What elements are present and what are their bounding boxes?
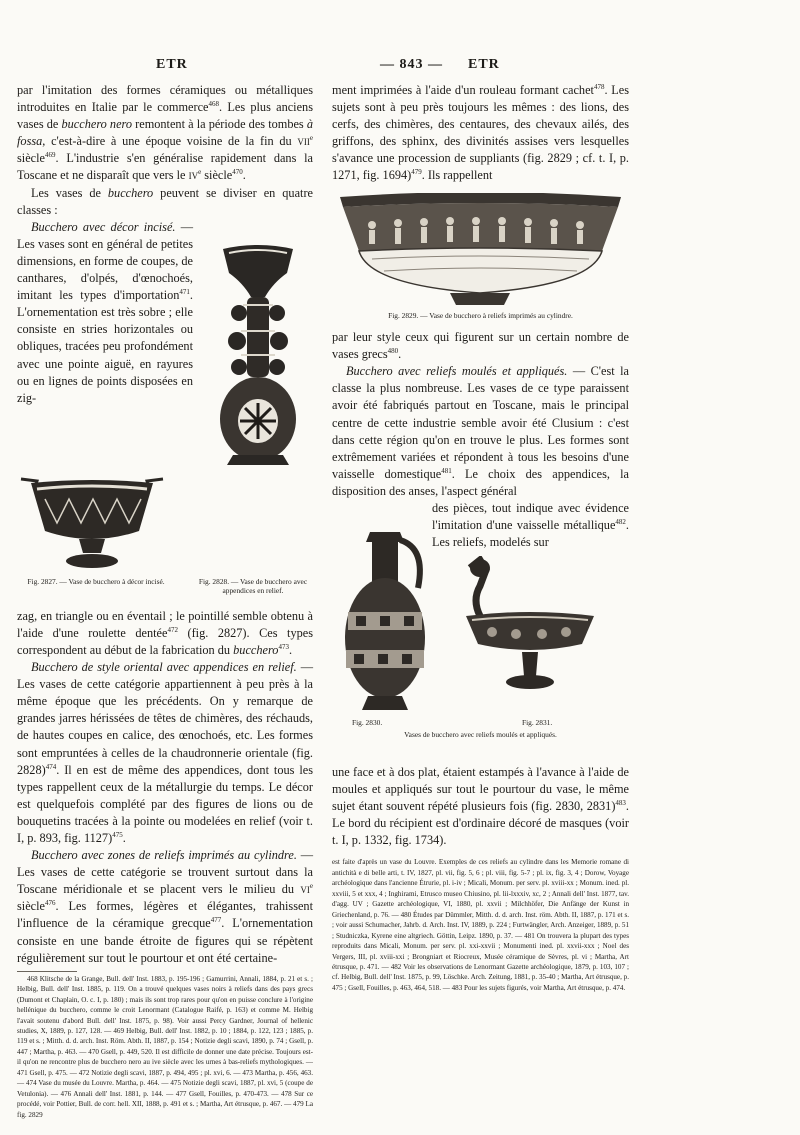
left-footnotes: 468 Klitsche de la Grange, Bull. dell' Inst. 1883, p. 195-196 ; Gamurrini, Annali, 1884, p. 21 et s. ; Helbig, Bull. dell' Inst. 1885, p. 119. On a trouvé quelques vases noirs à reliefs dans des pays grecs (Dumont et Chaplain, O. c. I, p. 180) ; mais ils sont trop rares pour qu'on en puisse conclure à l'origine hellénique du bucchero, comme le croit Lenormant (Catalogue Raifé, p. 163) et comme M. Helbig l'avait soutenu d'abord Bull. dell' Inst. 1875, p. 98). Voir aussi Percy Gardner, Journal of hellenic studies, X, 1889, p. 127, 128. — 469 Helbig, Bull. dell' Inst. 1882, p. 10 ; 1884, p. 122, 123 ; 1885, p. 119 et s. ; Mitth. d. d. arch. Inst. Röm. Abth. II, 1887, p. 154 ; Notizie degli scavi, 1890, p. 74 ; Gsell, p. 447 ; Martha, p. 463. — 470 Gsell, p. 449, 520. Il est difficile de donner une date précise. Toujours est-il qu'on ne rencontre plus de bucchero nero au ive siècle avec les urnes à bas-reliefs mythologiques. — 471 Gsell, p. 475. — 472 Notizie degli scavi, 1887, p. 494, 495 ; pl. xvi, 6. — 473 Martha, p. 456, 463. — 474 Vase du musée du Louvre. Martha, p. 464. — 475 Notizie degli scavi, 1887, pl. xvi, 5 (coupe de Vetulonia). — 476 Annali dell' Inst. 1881, p. 144. — 477 Gsell, Fouilles, p. 470-473. — 478 Sur ce procédé, voir Pottier, Bull. de corr. hell. XII, 1888, p. 491 et s. ; Martha, Art étrusque, p. 467. — 479 La fig. 2829 [17,974,313,1119]
running-head-left: ETR [156,57,188,72]
figures-2830-2831 [332,500,629,754]
right-paragraph-4: une face et à dos plat, étaient estampés à l'avance à l'aide de moules et appliqués sur tout le pourtour du vase, le même sujet étant souvent répété plusieurs fois (fig. 2830, 2831)$^{483}$. Le bord du récipient est d'ordinaire décoré de masques (voir t. I, p. 1332, fig. 1734). [332,765,629,848]
caption-2827: Fig. 2827. — Vase de bucchero à décor incisé. [27,576,165,586]
running-head-right: ETR [468,57,500,72]
vase-2831-illustration [450,556,600,706]
figure-2828 [203,243,313,467]
figure-2827 [17,473,167,573]
right-paragraph-3b: des pièces, tout indique avec évidence l'imitation d'une vaisselle métallique$^{482}$. Les reliefs, modelés sur [432,501,629,550]
caption-2830: Fig. 2830. [352,718,383,727]
right-footnotes: est faite d'après un vase du Louvre. Exemples de ces reliefs au cylindre dans les Memorie romane di antichità e di belle arti, t. IV, 1827, pl. vii, fig. 5, 6 ; pl. viii, fig. 5-7 ; pl. ix, fig. 3, 4 ; Dorow, Voyage archéologique dans l'ancienne Étrurie, pl. i-iv ; Micali, Monum. per serv. pl. xviii-xx ; Monum. ined. pl. xxviii, 5 et xxx, 4 ; Inghirami, Etrusco museo Chiusino, pl. lii-lxxxiv, xc, 2 ; Annali dell' Inst. 1877, tav. d'agg. UV ; Gazette archéologique, VI, 1880, pl. xxvii ; Milchhöfer, Die Anfänge der Kunst in Griechenland, p. 76. — 480 Études par Dümmler, Mitth. d. d. arch. Inst. röm. Abth. II, 1887, p. 171 et s. ; voir aussi Schumacher, Jahrb. d. Arch. Inst. IV, 1889, p. 224 ; Furtwängler, Arch. Anzeiger, 1889, p. 51 ; Studniczka, Kyrene eine altgriech. Göttin, Leipz. 1890, p. 37. — 481 On trouvera la plupart des types reproduits dans Micali, Monum. per serv. pl. xxi-xxvii ; Monumenti ined. pl. xxvii-xxx ; Noel des Vergers, III, pl. xviii-xxi ; Brongniart et Riocreux, Musée céramique de Sèvres, pl. vi ; Martha, Art étrusque, p. 471. — 482 Voir les observations de Lenormant Gazette archéologique, 1879, p. 103, 107 ; cf. Helbig, Bull. dell' Inst. 1875, p. 99, Löschke. Arch. Zeitung, 1881, p. 35-40 ; Martha, Art étrusque, p. 475 ; Gsell, Fouilles, p. 463, 464, 518. — 483 Pour les sujets figurés, voir Martha, Art étrusque, p. 474. [332,858,629,992]
page-number: — 843 — [380,57,443,72]
left-paragraph-6: Bucchero avec zones de reliefs imprimés au cylindre. — Les vases de cette catégorie se trouvent surtout dans la Toscane méridionale et se placent vers le milieu du $vi^e$ siècle$^{476}$. Les formes, légères et élégantes, trahissent l'influence de la céramique grecque$^{477}$. L'ornementation consiste en une bande étroite de figures qui se répètent régulièrement sur tout le pourtour et ont été certaine- [17,848,313,965]
vase-2830-illustration [340,528,430,714]
left-paragraph-4: zag, en triangle ou en éventail ; le pointillé semble obtenu à l'aide d'une roulette dentée$^{472}$ (fig. 2827). Ces types correspondent au début de la fabrication du bucchero$^{473}$. [17,608,314,657]
right-column [332,82,629,993]
caption-2830-2831: Vases de bucchero avec reliefs moulés et appliqués. [404,730,557,739]
left-paragraph-5: Bucchero de style oriental avec appendices en relief. — Les vases de cette catégorie appartiennent à peu près à la même époque que les précédents. On y remarque de grandes jarres hérissées de têtes de chimères, des réchauds, de hautes coupes en calice, des œnochoés, etc. Les formes sont empruntées à celles de la chaudronnerie orientale (fig. 2828)$^{474}$. Il en est de même des appendices, dont tous les types rappellent ceux de la métallurgie du temps. Le décor est quelquefois complété par des figures de lions ou de bouquetins tracées à la pointe ou modelées en relief (voir t. I, p. 893, fig. 1127)$^{475}$. [17,660,313,845]
vase-2829-illustration [332,193,629,315]
caption-2831: Fig. 2831. [522,718,553,727]
caption-2829: Fig. 2829. — Vase de bucchero à reliefs imprimés au cylindre. [388,310,573,320]
right-paragraph-1: ment imprimées à l'aide d'un rouleau formant cachet$^{478}$. Les sujets sont à peu près toujours les mêmes : des lions, des cerfs, des chimères, des centaures, des chevaux ailés, des griffons, des sphinx, des divinités assises vers lesquelles s'avance une procession de suppliants (fig. 2829 ; cf. t. I, p. 1271, fig. 1694)$^{479}$. Ils rappellent [332,82,629,183]
right-paragraph-3: Bucchero avec reliefs moulés et appliqués. — C'est la classe la plus nombreuse. Les vases de ce type paraissent avoir été fabriqués partout en Toscane, mais le principal centre de cette industrie semble avoir été Clusium : c'est dans cette région qu'on en trouve le plus. Les formes sont extrêmement variées et répondent à tous les besoins d'une vaisselle domestique$^{481}$. Le choix des appendices, la disposition des anses, l'aspect général [332,364,630,498]
vase-2828-illustration [203,243,313,467]
left-column [17,82,313,1120]
left-paragraph-2: Les vases de bucchero peuvent se diviser en quatre classes : [17,185,313,217]
vase-2827-illustration [17,473,167,573]
left-paragraph-3: Bucchero avec décor incisé. — Les vases sont en général de petites dimensions, en forme de coupes, de canthares, d'olpés, d'œnochoés, imitant les types d'importation$^{471}$. L'ornementation est très sobre ; elle consiste en stries horizontales ou obliques, tracées peu profondément avec une pointe aiguë, en rayures ou en lignes de points disposées en zig- [17,219,193,405]
right-paragraph-2: par leur style ceux qui figurent sur un certain nombre de vases grecs$^{480}$. [332,330,629,362]
caption-2828: Fig. 2828. — Vase de bucchero avec appendices en relief. [198,576,308,596]
left-paragraph-1: par l'imitation des formes céramiques ou métalliques introduites en Italie par le commerce$^{468}$. Les plus anciens vases de bucchero nero remontent à la période des tombes à fossa, c'est-à-dire à une époque voisine de la fin du vii$^e$ siècle$^{469}$. L'industrie s'en généralise rapidement dans la Toscane et ne disparaît que vers le $iv^e$ siècle$^{470}$. [17,83,313,183]
figure-2829 [332,193,629,321]
